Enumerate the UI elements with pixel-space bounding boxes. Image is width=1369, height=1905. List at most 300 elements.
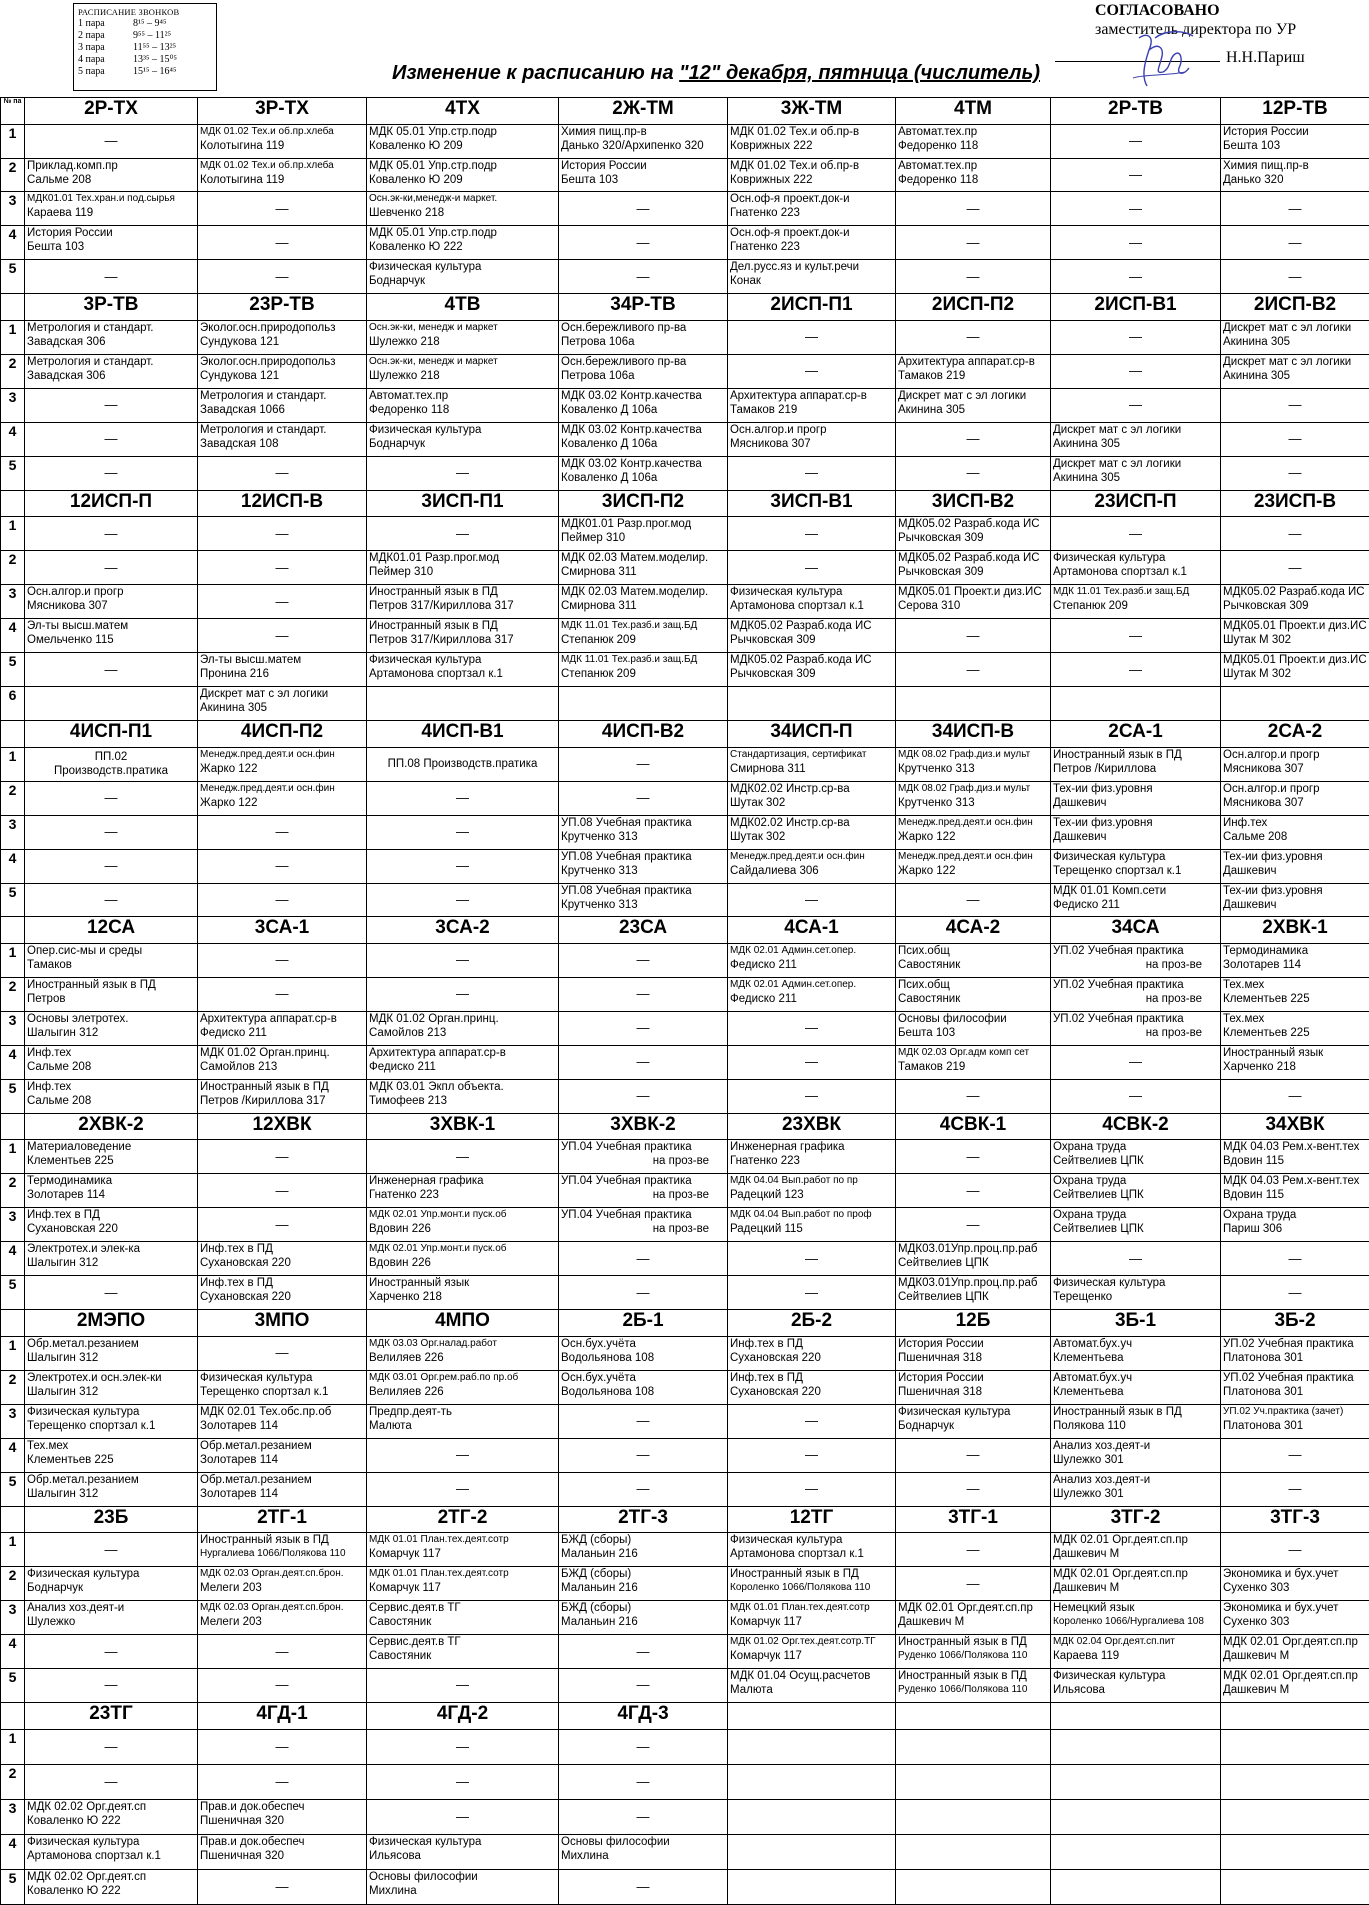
lesson-cell: — bbox=[896, 653, 1051, 687]
lesson-teacher-room: Шулежко bbox=[27, 1616, 76, 1629]
lesson-teacher-room: Золотарев 114 bbox=[200, 1487, 279, 1500]
lesson-cell bbox=[1221, 1635, 1369, 1669]
lesson-row bbox=[1, 653, 1369, 687]
lesson-teacher-room: Дашкевич bbox=[1223, 898, 1277, 911]
lesson-teacher-room: Завадская 108 bbox=[200, 437, 279, 450]
lesson-cell: — bbox=[25, 883, 198, 917]
lesson-row bbox=[1, 1669, 1369, 1703]
lesson-cell: — bbox=[25, 517, 198, 551]
lesson-subject: Физическая культура bbox=[1053, 1277, 1166, 1290]
lesson-teacher-room: Клементьев 225 bbox=[27, 1453, 114, 1466]
lesson-subject: Менедж.пред.деят.и осн.фин bbox=[898, 850, 1033, 862]
pair-number-blank bbox=[1, 1702, 25, 1729]
lesson-subject: Стандартизация, сертификат bbox=[730, 748, 867, 760]
pair-number: 3 bbox=[1, 1799, 25, 1834]
lesson-teacher-room: Савостяник bbox=[369, 1650, 432, 1663]
lesson-subject: Псих.общ bbox=[898, 945, 950, 957]
lesson-subject: Инженерная графика bbox=[369, 1175, 484, 1188]
lesson-cell: — bbox=[25, 1276, 198, 1310]
lesson-teacher-room: Серова 310 bbox=[898, 600, 961, 613]
lesson-cell: — bbox=[25, 1635, 198, 1669]
lesson-cell bbox=[728, 388, 896, 422]
lesson-cell bbox=[559, 354, 728, 388]
bell-pair: 5 пара bbox=[78, 66, 105, 77]
lesson-teacher-room: Тамаков 219 bbox=[730, 403, 798, 416]
lesson-teacher-room: Омельченко 115 bbox=[27, 634, 114, 647]
pair-number: 4 bbox=[1, 619, 25, 653]
pair-number-blank bbox=[1, 1113, 25, 1140]
group-name: 4ГД-2 bbox=[367, 1702, 559, 1729]
lesson-cell: — bbox=[198, 1140, 367, 1174]
lesson-teacher-room: Харченко 218 bbox=[1223, 1060, 1296, 1073]
lesson-row bbox=[1, 1208, 1369, 1242]
group-header-row bbox=[1, 490, 1369, 517]
group-name: 4МПО bbox=[367, 1310, 559, 1337]
lesson-subject: Менедж.пред.деят.и осн.фин bbox=[200, 782, 335, 794]
lesson-cell: — bbox=[559, 977, 728, 1011]
lesson-teacher-room: Мясникова 307 bbox=[730, 437, 811, 450]
group-name bbox=[728, 1702, 896, 1729]
group-name: 12ИСП-В bbox=[198, 490, 367, 517]
lesson-subject: Основы философии bbox=[898, 1012, 1007, 1025]
lesson-cell: — bbox=[1051, 260, 1221, 294]
pair-number: 5 bbox=[1, 456, 25, 490]
lesson-cell: — bbox=[367, 1729, 559, 1764]
lesson-subject: МДК 05.01 Упр.стр.подр bbox=[369, 125, 497, 138]
lesson-teacher-room: Тамаков bbox=[27, 959, 72, 971]
lesson-teacher-room: Полякова 110 bbox=[1053, 1419, 1126, 1432]
lesson-subject: Немецкий язык bbox=[1053, 1602, 1135, 1615]
lesson-subject: Эколог.осн.природопольз bbox=[200, 321, 336, 334]
lesson-cell bbox=[25, 1045, 198, 1079]
lesson-cell bbox=[1221, 1729, 1369, 1764]
group-name: 34ХВК bbox=[1221, 1113, 1369, 1140]
lesson-cell: — bbox=[367, 944, 559, 978]
lesson-subject: МДК 02.01 Орг.деят.сп.пр bbox=[1223, 1670, 1358, 1682]
lesson-subject: Дискрет мат с эл логики bbox=[1053, 457, 1182, 470]
group-name: 23ХВК bbox=[728, 1113, 896, 1140]
lesson-cell: — bbox=[559, 1079, 728, 1113]
lesson-teacher-room: Сальме 208 bbox=[27, 173, 92, 186]
lesson-teacher-room: Акинина 305 bbox=[200, 702, 268, 715]
lesson-subject: Осн.оф-я проект.док-и bbox=[730, 227, 850, 240]
lesson-subject: МДК 01.02 Орг.тех.деят.сотр.ТГ bbox=[730, 1636, 876, 1648]
lesson-subject: УП.02 Учебная практика bbox=[1223, 1337, 1354, 1350]
lesson-row bbox=[1, 1174, 1369, 1208]
lesson-row bbox=[1, 883, 1369, 917]
lesson-teacher-room: Сухановская 220 bbox=[27, 1223, 118, 1236]
lesson-subject: МДК02.02 Инстр.ср-ва bbox=[730, 782, 850, 795]
lesson-teacher-room: Вдовин 115 bbox=[1223, 1189, 1285, 1202]
lesson-subject: Инф.тех в ПД bbox=[200, 1277, 273, 1290]
lesson-teacher-room: Петрова 106а bbox=[561, 335, 635, 348]
lesson-cell: — bbox=[1221, 192, 1369, 226]
lesson-subject: Сервис.деят.в ТГ bbox=[369, 1602, 461, 1615]
lesson-cell: — bbox=[896, 1533, 1051, 1567]
lesson-teacher-room: на проз-ве bbox=[652, 1189, 709, 1202]
lesson-cell bbox=[1051, 1601, 1221, 1635]
lesson-teacher-room: Боднарчук bbox=[898, 1419, 955, 1432]
lesson-subject: Экономика и бух.учет bbox=[1223, 1568, 1339, 1581]
lesson-cell: — bbox=[559, 1764, 728, 1799]
group-name: 3Ж-ТМ bbox=[728, 98, 896, 125]
pair-number: 5 bbox=[1, 653, 25, 687]
group-name bbox=[896, 1702, 1051, 1729]
pair-number: 5 bbox=[1, 883, 25, 917]
pair-number: 2 bbox=[1, 1764, 25, 1799]
lesson-cell: — bbox=[1051, 158, 1221, 192]
lesson-subject: УП.02 Учебная практика bbox=[1053, 1012, 1184, 1025]
lesson-subject: УП.04 Учебная практика bbox=[561, 1209, 692, 1222]
approval-name: Н.Н.Париш bbox=[1226, 49, 1305, 66]
lesson-subject: МДК02.02 Инстр.ср-ва bbox=[730, 816, 850, 829]
lesson-teacher-room: Золотарев 114 bbox=[200, 1453, 279, 1466]
lesson-subject: Иностранный язык в ПД bbox=[1053, 1405, 1182, 1418]
lesson-subject: МДК 01.02 Тех.и об.пр-в bbox=[730, 125, 860, 138]
lesson-cell: — bbox=[1051, 1045, 1221, 1079]
lesson-teacher-room: Дашкевич bbox=[1053, 830, 1107, 843]
lesson-cell bbox=[198, 124, 367, 158]
lesson-teacher-room: Нургалиева 1066/Полякова 110 bbox=[200, 1548, 346, 1560]
lesson-cell bbox=[559, 1140, 728, 1174]
lesson-cell bbox=[25, 1404, 198, 1438]
lesson-subject: Архитектура аппарат.ср-в bbox=[369, 1046, 506, 1059]
lesson-cell bbox=[559, 619, 728, 653]
page-title-prefix: Изменение к расписанию на bbox=[392, 62, 680, 84]
lesson-row bbox=[1, 1533, 1369, 1567]
lesson-cell bbox=[1051, 1174, 1221, 1208]
lesson-teacher-room: Завадская 306 bbox=[27, 335, 106, 348]
lesson-teacher-room: Бешта 103 bbox=[1223, 139, 1281, 152]
lesson-row bbox=[1, 1079, 1369, 1113]
lesson-teacher-room: Караева 119 bbox=[1053, 1650, 1120, 1663]
lesson-teacher-room: Савостяник bbox=[898, 959, 961, 971]
lesson-cell bbox=[1051, 1438, 1221, 1472]
pair-number: 4 bbox=[1, 1438, 25, 1472]
lesson-cell bbox=[728, 226, 896, 260]
group-name bbox=[1051, 1702, 1221, 1729]
pair-number: 3 bbox=[1, 1208, 25, 1242]
lesson-cell: — bbox=[198, 456, 367, 490]
group-name: 3Б-1 bbox=[1051, 1310, 1221, 1337]
lesson-teacher-room: Маланьин 216 bbox=[561, 1616, 638, 1629]
lesson-cell bbox=[728, 1140, 896, 1174]
group-name: 4ТВ bbox=[367, 294, 559, 321]
lesson-subject: Метрология и стандарт. bbox=[27, 321, 154, 334]
group-name: 3Б-2 bbox=[1221, 1310, 1369, 1337]
lesson-teacher-room: Степанюк 209 bbox=[561, 634, 636, 647]
lesson-cell bbox=[1221, 815, 1369, 849]
lesson-cell bbox=[728, 422, 896, 456]
group-header-row bbox=[1, 1113, 1369, 1140]
lesson-cell: — bbox=[25, 124, 198, 158]
pair-number: 3 bbox=[1, 192, 25, 226]
pair-number: 4 bbox=[1, 1635, 25, 1669]
lesson-cell bbox=[1221, 1404, 1369, 1438]
lesson-subject: МДК 01.02 Тех.и об.пр-в bbox=[730, 159, 860, 172]
lesson-teacher-room: Степанюк 209 bbox=[561, 668, 636, 681]
lesson-cell bbox=[198, 1404, 367, 1438]
group-name: 2Р-ТХ bbox=[25, 98, 198, 125]
lesson-cell bbox=[559, 653, 728, 687]
lesson-subject: УП.02 Учебная практика bbox=[1223, 1371, 1354, 1384]
lesson-cell bbox=[367, 1045, 559, 1079]
lesson-subject: Осн.бережливого пр-ва bbox=[561, 321, 687, 334]
lesson-cell bbox=[1221, 354, 1369, 388]
lesson-subject: История России bbox=[1223, 125, 1309, 138]
lesson-subject: МДК05.02 Разраб.кода ИС bbox=[898, 552, 1040, 565]
bell-time: 8¹⁵ – 9⁴⁵ bbox=[133, 18, 167, 29]
lesson-cell bbox=[1051, 1208, 1221, 1242]
lesson-cell: — bbox=[559, 1669, 728, 1703]
lesson-teacher-room: Терещенко спортзал к.1 bbox=[1053, 864, 1182, 877]
lesson-subject: МДК05.01 Проект.и диз.ИС bbox=[1223, 620, 1367, 633]
lesson-cell bbox=[1051, 781, 1221, 815]
pair-number: 5 bbox=[1, 1669, 25, 1703]
lesson-cell bbox=[559, 1567, 728, 1601]
lesson-subject: Эколог.осн.природопольз bbox=[200, 355, 336, 368]
lesson-subject: Обр.метал.резанием bbox=[200, 1473, 312, 1486]
lesson-cell: — bbox=[728, 1079, 896, 1113]
lesson-subject: УП.08 Учебная практика bbox=[561, 816, 692, 829]
lesson-cell bbox=[367, 226, 559, 260]
lesson-cell: — bbox=[367, 1669, 559, 1703]
lesson-subject: УП.08 Учебная практика bbox=[561, 884, 692, 897]
lesson-cell bbox=[1221, 883, 1369, 917]
lesson-cell bbox=[728, 1799, 896, 1834]
lesson-subject: Эл-ты высш.матем bbox=[27, 620, 129, 633]
lesson-cell bbox=[25, 977, 198, 1011]
lesson-row bbox=[1, 944, 1369, 978]
page-title bbox=[392, 62, 1040, 85]
lesson-cell bbox=[25, 1208, 198, 1242]
pair-number-blank bbox=[1, 1506, 25, 1533]
lesson-row bbox=[1, 260, 1369, 294]
pair-number: 5 bbox=[1, 1472, 25, 1506]
lesson-teacher-room: Сальме 208 bbox=[1223, 830, 1288, 843]
lesson-subject: МДК 02.03 Орг.адм комп сет bbox=[898, 1046, 1030, 1058]
lesson-cell bbox=[1051, 747, 1221, 781]
lesson-cell bbox=[1221, 781, 1369, 815]
lesson-teacher-room: Федоренко 118 bbox=[898, 139, 979, 152]
lesson-subject: Охрана труда bbox=[1053, 1175, 1127, 1188]
lesson-teacher-room: Коваленко Ю 222 bbox=[27, 1814, 121, 1827]
lesson-cell bbox=[367, 354, 559, 388]
group-name bbox=[1221, 1702, 1369, 1729]
lesson-subject: Физическая культура bbox=[369, 261, 482, 274]
lesson-subject: Физическая культура bbox=[369, 1835, 482, 1848]
lesson-cell bbox=[1051, 815, 1221, 849]
lesson-cell bbox=[1221, 1869, 1369, 1904]
lesson-cell bbox=[1051, 1472, 1221, 1506]
lesson-cell bbox=[896, 1011, 1051, 1045]
lesson-teacher-room: на проз-ве bbox=[1145, 992, 1202, 1005]
lesson-cell: — bbox=[198, 883, 367, 917]
lesson-teacher-room: Сухановская 220 bbox=[730, 1385, 821, 1398]
lesson-cell bbox=[1221, 1567, 1369, 1601]
lesson-teacher-room: Петров 317/Кириллова 317 bbox=[369, 600, 514, 613]
lesson-row bbox=[1, 1567, 1369, 1601]
lesson-cell bbox=[559, 585, 728, 619]
lesson-teacher-room: Артамонова спортзал к.1 bbox=[730, 600, 864, 613]
lesson-cell bbox=[25, 1834, 198, 1869]
lesson-cell bbox=[1221, 653, 1369, 687]
lesson-cell: — bbox=[1051, 124, 1221, 158]
lesson-cell: — bbox=[896, 619, 1051, 653]
lesson-cell: — bbox=[198, 1764, 367, 1799]
lesson-cell bbox=[367, 260, 559, 294]
lesson-cell: — bbox=[559, 1011, 728, 1045]
lesson-subject: Дискрет мат с эл логики bbox=[898, 389, 1027, 402]
lesson-subject: Физическая культура bbox=[1053, 850, 1166, 863]
lesson-teacher-room: Коваленко Д 106а bbox=[561, 403, 658, 416]
lesson-teacher-room: Сухановская 220 bbox=[200, 1257, 291, 1270]
lesson-cell bbox=[367, 1208, 559, 1242]
group-name: 2ТГ-1 bbox=[198, 1506, 367, 1533]
pair-number: 1 bbox=[1, 1729, 25, 1764]
lesson-teacher-room: Бешта 103 bbox=[561, 173, 619, 186]
lesson-subject: Эл-ты высш.матем bbox=[200, 654, 302, 667]
lesson-cell: — bbox=[1221, 260, 1369, 294]
lesson-cell bbox=[25, 1174, 198, 1208]
lesson-subject: Автомат.бух.уч bbox=[1053, 1371, 1133, 1384]
pair-number: 2 bbox=[1, 1567, 25, 1601]
lesson-cell bbox=[1051, 1729, 1221, 1764]
lesson-subject: Обр.метал.резанием bbox=[27, 1473, 139, 1486]
lesson-subject: Автомат.тех.пр bbox=[898, 159, 978, 172]
lesson-subject: МДК 04.03 Рем.х-вент.тех bbox=[1223, 1141, 1360, 1154]
pair-number: 2 bbox=[1, 1174, 25, 1208]
bell-row bbox=[78, 18, 212, 30]
lesson-row bbox=[1, 1799, 1369, 1834]
lesson-subject: УП.04 Учебная практика bbox=[561, 1141, 692, 1154]
lesson-teacher-room: Шулежко 301 bbox=[1053, 1453, 1124, 1466]
lesson-cell bbox=[1221, 849, 1369, 883]
lesson-teacher-room: Конак bbox=[730, 275, 761, 288]
lesson-teacher-room: Бешта 103 bbox=[27, 241, 85, 254]
lesson-cell bbox=[198, 320, 367, 354]
lesson-teacher-room: на проз-ве bbox=[1145, 1026, 1202, 1039]
lesson-subject: Анализ хоз.деят-и bbox=[1053, 1439, 1151, 1452]
lesson-teacher-room: Платонова 301 bbox=[1223, 1385, 1304, 1398]
lesson-cell bbox=[728, 192, 896, 226]
lesson-cell bbox=[728, 653, 896, 687]
lesson-cell bbox=[198, 1472, 367, 1506]
lesson-cell: — bbox=[1221, 551, 1369, 585]
lesson-teacher-room: Сейтвелиев ЦПК bbox=[1053, 1189, 1144, 1202]
lesson-subject: История России bbox=[561, 159, 647, 172]
lesson-cell bbox=[1051, 1635, 1221, 1669]
group-name: 2ИСП-П1 bbox=[728, 294, 896, 321]
lesson-subject: МДК01.01 Разр.прог.мод bbox=[561, 518, 692, 531]
lesson-teacher-room: Клементьев 225 bbox=[27, 1155, 114, 1168]
pair-number-blank bbox=[1, 917, 25, 944]
lesson-teacher-room: Коваленко Ю 222 bbox=[27, 1884, 121, 1897]
lesson-cell: — bbox=[25, 815, 198, 849]
lesson-teacher-room: Артамонова спортзал к.1 bbox=[730, 1548, 864, 1561]
lesson-subject: Физическая культура bbox=[1053, 1670, 1166, 1682]
lesson-cell: — bbox=[25, 260, 198, 294]
lesson-cell bbox=[728, 1174, 896, 1208]
lesson-cell: — bbox=[198, 226, 367, 260]
lesson-cell: — bbox=[559, 1799, 728, 1834]
lesson-cell bbox=[198, 1601, 367, 1635]
lesson-cell bbox=[198, 1370, 367, 1404]
lesson-subject: Иностранный язык в ПД bbox=[898, 1636, 1027, 1649]
lesson-cell bbox=[1221, 1601, 1369, 1635]
lesson-teacher-room: Мелеги 203 bbox=[200, 1616, 262, 1629]
lesson-cell bbox=[25, 1799, 198, 1834]
lesson-cell bbox=[367, 1276, 559, 1310]
lesson-subject: МДК 03.01 Орг.рем.раб.по пр.об bbox=[369, 1371, 519, 1383]
lesson-cell: — bbox=[1051, 192, 1221, 226]
lesson-cell bbox=[728, 849, 896, 883]
lesson-cell bbox=[198, 1079, 367, 1113]
lesson-subject: МДК 02.01 Орг.деят.сп.пр bbox=[1053, 1568, 1188, 1581]
lesson-teacher-room: Жарко 122 bbox=[200, 796, 258, 809]
lesson-cell bbox=[25, 1370, 198, 1404]
lesson-cell bbox=[198, 781, 367, 815]
lesson-teacher-room: Петрова 106а bbox=[561, 369, 635, 382]
lesson-cell: — bbox=[1051, 320, 1221, 354]
lesson-cell bbox=[367, 192, 559, 226]
lesson-teacher-room: Коваленко Д 106а bbox=[561, 437, 658, 450]
lesson-cell bbox=[896, 1601, 1051, 1635]
lesson-cell bbox=[896, 124, 1051, 158]
pair-number-blank bbox=[1, 490, 25, 517]
lesson-cell bbox=[1051, 1669, 1221, 1703]
lesson-cell bbox=[1051, 1140, 1221, 1174]
lesson-cell bbox=[367, 687, 559, 721]
lesson-subject: Метрология и стандарт. bbox=[200, 389, 327, 402]
bell-pair: 1 пара bbox=[78, 18, 105, 29]
lesson-cell bbox=[559, 158, 728, 192]
lesson-subject: МДК05.02 Разраб.кода ИС bbox=[730, 620, 872, 633]
lesson-cell: — bbox=[198, 551, 367, 585]
schedule-table bbox=[0, 97, 1369, 1905]
pair-number: 1 bbox=[1, 517, 25, 551]
lesson-cell: — bbox=[25, 849, 198, 883]
lesson-row bbox=[1, 422, 1369, 456]
lesson-cell bbox=[1051, 1336, 1221, 1370]
lesson-teacher-room: Акинина 305 bbox=[1053, 471, 1121, 484]
lesson-cell: — bbox=[1051, 354, 1221, 388]
group-name: 3ИСП-П1 bbox=[367, 490, 559, 517]
lesson-cell bbox=[25, 1079, 198, 1113]
lesson-cell bbox=[1051, 1567, 1221, 1601]
pair-number: 5 bbox=[1, 1276, 25, 1310]
group-name: 3ИСП-П2 bbox=[559, 490, 728, 517]
lesson-teacher-room: Сейтвелиев ЦПК bbox=[1053, 1223, 1144, 1236]
lesson-subject: Менедж.пред.деят.и осн.фин bbox=[730, 850, 865, 862]
lesson-teacher-room: Гнатенко 223 bbox=[730, 207, 800, 220]
lesson-row bbox=[1, 687, 1369, 721]
lesson-teacher-room: Дашкевич М bbox=[1053, 1548, 1120, 1561]
lesson-subject: Физическая культура bbox=[730, 1534, 843, 1547]
lesson-teacher-room: Сундукова 121 bbox=[200, 335, 280, 348]
lesson-cell bbox=[1221, 1336, 1369, 1370]
lesson-teacher-room: Бешта 103 bbox=[898, 1026, 956, 1039]
group-name: 3СА-1 bbox=[198, 917, 367, 944]
lesson-teacher-room: Михлина bbox=[561, 1849, 609, 1862]
approval-position: заместитель директора по УР bbox=[1095, 21, 1297, 38]
lesson-cell bbox=[25, 1472, 198, 1506]
lesson-teacher-room: Пшеничная 318 bbox=[898, 1351, 983, 1364]
group-name: 4СВК-2 bbox=[1051, 1113, 1221, 1140]
lesson-teacher-room: Радецкий 123 bbox=[730, 1189, 804, 1202]
group-name: 3ХВК-1 bbox=[367, 1113, 559, 1140]
lesson-cell bbox=[728, 585, 896, 619]
